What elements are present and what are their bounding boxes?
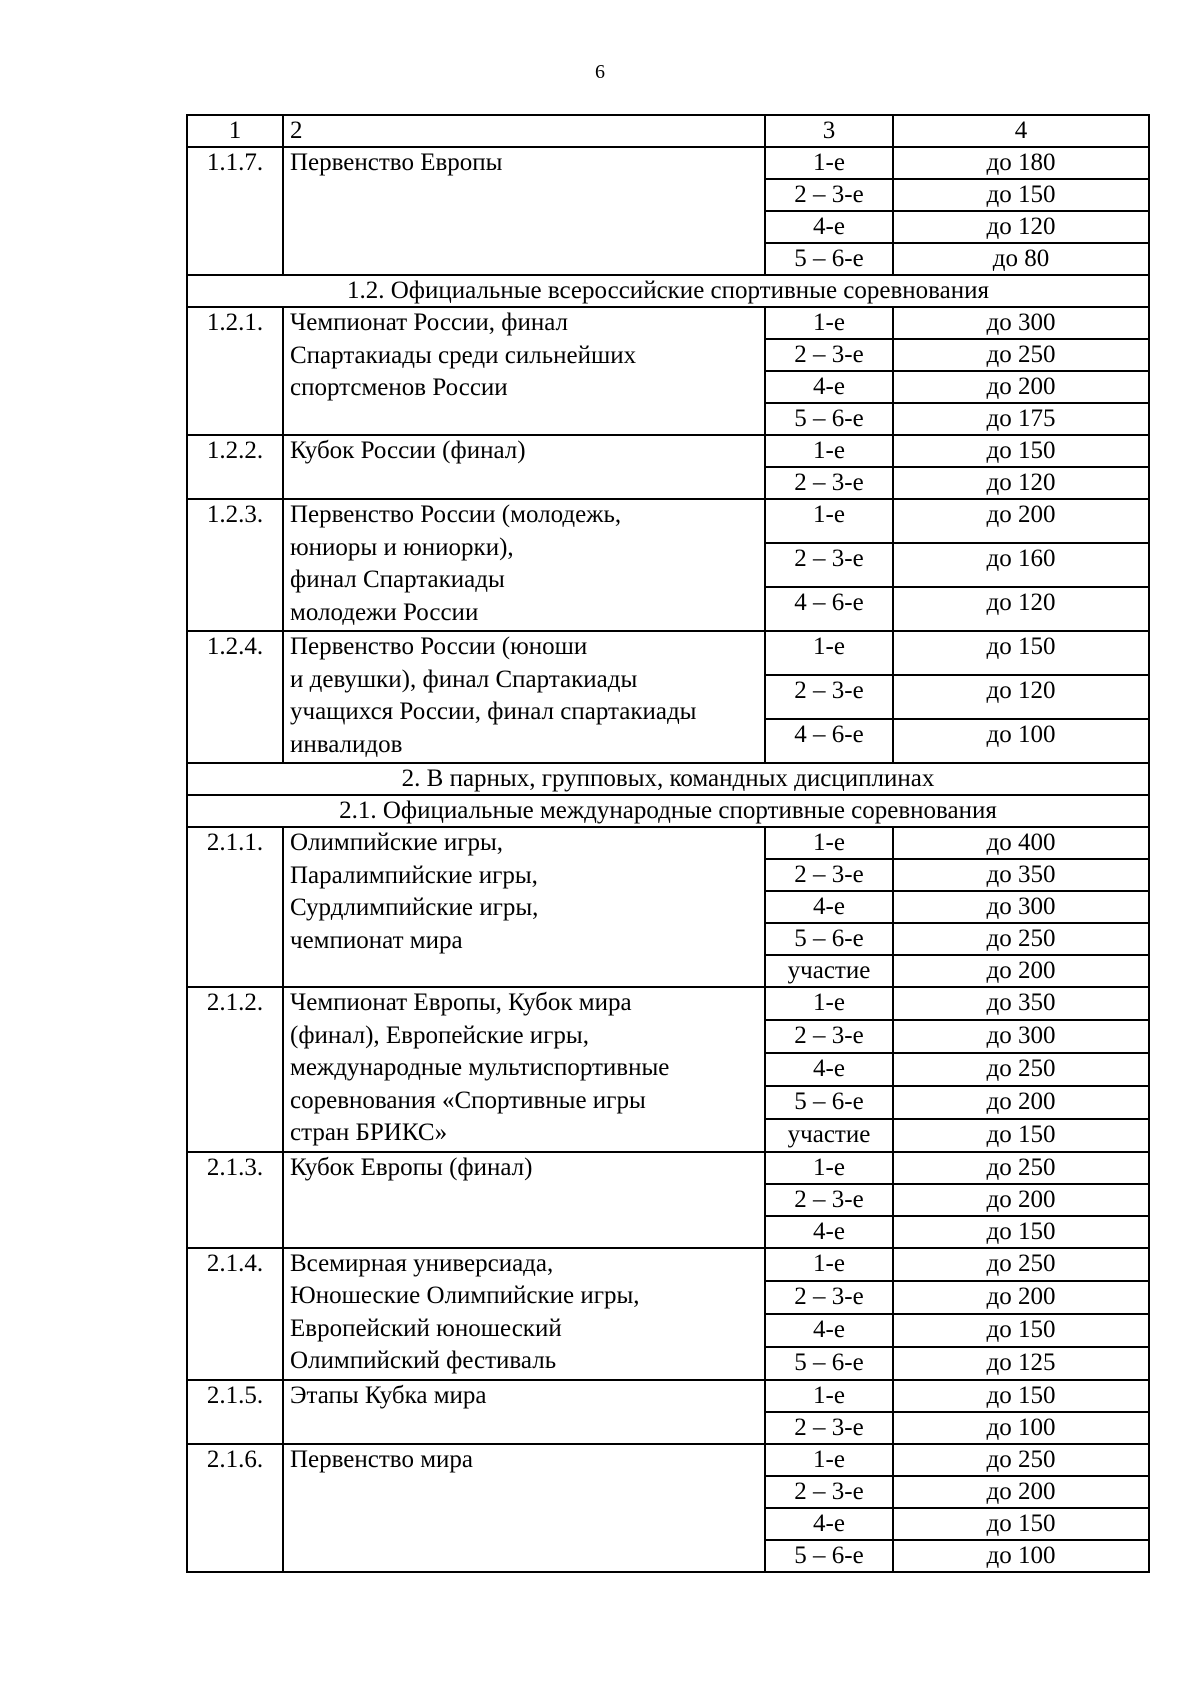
item-number: 1.1.7.: [187, 147, 283, 275]
place-cell: 2 – 3-е: [765, 1412, 893, 1444]
item-number: 2.1.5.: [187, 1380, 283, 1444]
place-cell: участие: [765, 1119, 893, 1152]
points-cell: до 180: [893, 147, 1149, 179]
place-cell: 1-е: [765, 499, 893, 543]
points-cell: до 120: [893, 675, 1149, 719]
table-row: [187, 147, 1149, 179]
points-table: [186, 114, 1150, 1573]
place-cell: 1-е: [765, 827, 893, 859]
competition-name: [283, 827, 765, 987]
points-cell: до 150: [893, 435, 1149, 467]
place-cell: 4-е: [765, 211, 893, 243]
points-cell: до 250: [893, 923, 1149, 955]
table-row: [187, 631, 1149, 675]
item-number: 1.2.4.: [187, 631, 283, 763]
table-row: [187, 1380, 1149, 1412]
competition-name-line: Первенство мира: [290, 1445, 473, 1473]
section-heading: 2.1. Официальные международные спортивные соревнования: [187, 795, 1149, 827]
competition-name-line: финал Спартакиады: [290, 566, 505, 593]
table-header-row: [187, 115, 1149, 147]
points-cell: до 150: [893, 631, 1149, 675]
table-row: [187, 307, 1149, 339]
place-cell: 4 – 6-е: [765, 719, 893, 763]
item-number: 2.1.6.: [187, 1444, 283, 1572]
points-cell: до 250: [893, 1152, 1149, 1184]
points-cell: до 160: [893, 543, 1149, 587]
competition-name: [283, 1248, 765, 1380]
place-cell: 1-е: [765, 631, 893, 675]
item-number: 2.1.4.: [187, 1248, 283, 1380]
place-cell: 2 – 3-е: [765, 1281, 893, 1314]
competition-name-line: Кубок Европы (финал): [290, 1153, 533, 1181]
competition-name-line: Олимпийские игры,: [290, 829, 504, 856]
competition-name-line: Юношеские Олимпийские игры,: [290, 1282, 640, 1309]
points-cell: до 80: [893, 243, 1149, 275]
points-cell: до 150: [893, 1508, 1149, 1540]
competition-name-line: учащихся России, финал спартакиады: [290, 698, 697, 725]
competition-name: [283, 499, 765, 631]
section-row: [187, 275, 1149, 307]
competition-name-line: Первенство России (юноши: [290, 633, 588, 660]
place-cell: 2 – 3-е: [765, 543, 893, 587]
table-row: [187, 827, 1149, 859]
competition-name-line: Сурдлимпийские игры,: [290, 894, 539, 921]
competition-name-line: Первенство Европы: [290, 149, 503, 176]
competition-name-line: Этапы Кубка мира: [290, 1381, 487, 1409]
page-number: 6: [595, 61, 605, 83]
section-row: [187, 795, 1149, 827]
place-cell: 2 – 3-е: [765, 675, 893, 719]
competition-name: [283, 631, 765, 763]
place-cell: 4-е: [765, 891, 893, 923]
item-number: 2.1.3.: [187, 1152, 283, 1248]
points-cell: до 100: [893, 1412, 1149, 1444]
place-cell: 2 – 3-е: [765, 467, 893, 499]
points-cell: до 250: [893, 1053, 1149, 1086]
competition-name: [283, 987, 765, 1152]
place-cell: 1-е: [765, 435, 893, 467]
points-cell: до 300: [893, 891, 1149, 923]
competition-name-line: Чемпионат Европы, Кубок мира: [290, 989, 632, 1016]
competition-name-line: международные мультиспортивные: [290, 1054, 670, 1081]
competition-name-line: чемпионат мира: [290, 926, 463, 954]
points-cell: до 200: [893, 955, 1149, 987]
place-cell: 4 – 6-е: [765, 587, 893, 631]
item-number: 2.1.1.: [187, 827, 283, 987]
competition-name-line: молодежи России: [290, 598, 479, 626]
item-number: 1.2.3.: [187, 499, 283, 631]
item-number: 1.2.2.: [187, 435, 283, 499]
place-cell: 1-е: [765, 1248, 893, 1281]
competition-name-line: Кубок России (финал): [290, 437, 526, 464]
table-row: [187, 1444, 1149, 1476]
points-cell: до 100: [893, 719, 1149, 763]
column-header-4: 4: [893, 115, 1149, 147]
points-cell: до 120: [893, 467, 1149, 499]
competition-name: [283, 435, 765, 499]
points-cell: до 300: [893, 1020, 1149, 1053]
competition-name-line: Паралимпийские игры,: [290, 861, 538, 889]
item-number: 1.2.1.: [187, 307, 283, 435]
section-heading: 1.2. Официальные всероссийские спортивные соревнования: [187, 275, 1149, 307]
place-cell: 4-е: [765, 1314, 893, 1347]
place-cell: 1-е: [765, 307, 893, 339]
place-cell: 5 – 6-е: [765, 1347, 893, 1380]
points-cell: до 250: [893, 1248, 1149, 1281]
points-cell: до 200: [893, 1476, 1149, 1508]
place-cell: 2 – 3-е: [765, 1476, 893, 1508]
section-heading: 2. В парных, групповых, командных дисциплинах: [187, 763, 1149, 795]
points-cell: до 150: [893, 1216, 1149, 1248]
points-cell: до 200: [893, 371, 1149, 403]
points-cell: до 200: [893, 1086, 1149, 1119]
competition-name-line: (финал), Европейские игры,: [290, 1021, 589, 1049]
competition-name: [283, 1152, 765, 1248]
points-cell: до 120: [893, 587, 1149, 631]
points-cell: до 100: [893, 1540, 1149, 1572]
place-cell: 5 – 6-е: [765, 243, 893, 275]
place-cell: 4-е: [765, 1508, 893, 1540]
competition-name-line: спортсменов России: [290, 374, 508, 401]
place-cell: 1-е: [765, 987, 893, 1020]
points-cell: до 200: [893, 499, 1149, 543]
competition-name-line: соревнования «Спортивные игры: [290, 1086, 646, 1114]
table-row: [187, 435, 1149, 467]
table-row: [187, 1152, 1149, 1184]
competition-name: [283, 1444, 765, 1572]
column-header-1: 1: [187, 115, 283, 147]
place-cell: 2 – 3-е: [765, 339, 893, 371]
competition-name-line: и девушки), финал Спартакиады: [290, 665, 638, 693]
points-cell: до 150: [893, 1314, 1149, 1347]
section-row: [187, 763, 1149, 795]
column-header-3: 3: [765, 115, 893, 147]
place-cell: 4-е: [765, 1053, 893, 1086]
points-cell: до 200: [893, 1281, 1149, 1314]
points-cell: до 150: [893, 1119, 1149, 1152]
competition-name-line: Спартакиады среди сильнейших: [290, 341, 637, 369]
competition-name-line: стран БРИКС»: [290, 1119, 448, 1146]
place-cell: 2 – 3-е: [765, 179, 893, 211]
place-cell: 2 – 3-е: [765, 859, 893, 891]
place-cell: 5 – 6-е: [765, 1086, 893, 1119]
competition-name-line: Чемпионат России, финал: [290, 309, 569, 336]
place-cell: 1-е: [765, 147, 893, 179]
place-cell: 5 – 6-е: [765, 403, 893, 435]
points-cell: до 200: [893, 1184, 1149, 1216]
competition-name-line: юниоры и юниорки),: [290, 533, 514, 561]
place-cell: 2 – 3-е: [765, 1020, 893, 1053]
place-cell: участие: [765, 955, 893, 987]
place-cell: 5 – 6-е: [765, 923, 893, 955]
points-cell: до 400: [893, 827, 1149, 859]
points-cell: до 300: [893, 307, 1149, 339]
place-cell: 4-е: [765, 1216, 893, 1248]
place-cell: 1-е: [765, 1380, 893, 1412]
competition-name: [283, 147, 765, 275]
table-row: [187, 499, 1149, 543]
points-cell: до 150: [893, 1380, 1149, 1412]
column-header-2: 2: [283, 115, 765, 147]
place-cell: 5 – 6-е: [765, 1540, 893, 1572]
place-cell: 1-е: [765, 1152, 893, 1184]
place-cell: 2 – 3-е: [765, 1184, 893, 1216]
competition-name-line: инвалидов: [290, 730, 403, 758]
points-cell: до 350: [893, 987, 1149, 1020]
points-cell: до 250: [893, 339, 1149, 371]
table-row: [187, 987, 1149, 1020]
points-cell: до 175: [893, 403, 1149, 435]
points-cell: до 125: [893, 1347, 1149, 1380]
competition-name-line: Всемирная универсиада,: [290, 1249, 554, 1277]
points-cell: до 350: [893, 859, 1149, 891]
points-cell: до 250: [893, 1444, 1149, 1476]
points-cell: до 120: [893, 211, 1149, 243]
competition-name-line: Первенство России (молодежь,: [290, 501, 622, 528]
competition-name: [283, 307, 765, 435]
competition-name-line: Олимпийский фестиваль: [290, 1347, 557, 1374]
points-cell: до 150: [893, 179, 1149, 211]
table-row: [187, 1248, 1149, 1281]
item-number: 2.1.2.: [187, 987, 283, 1152]
competition-name-line: Европейский юношеский: [290, 1314, 562, 1342]
place-cell: 1-е: [765, 1444, 893, 1476]
competition-name: [283, 1380, 765, 1444]
place-cell: 4-е: [765, 371, 893, 403]
